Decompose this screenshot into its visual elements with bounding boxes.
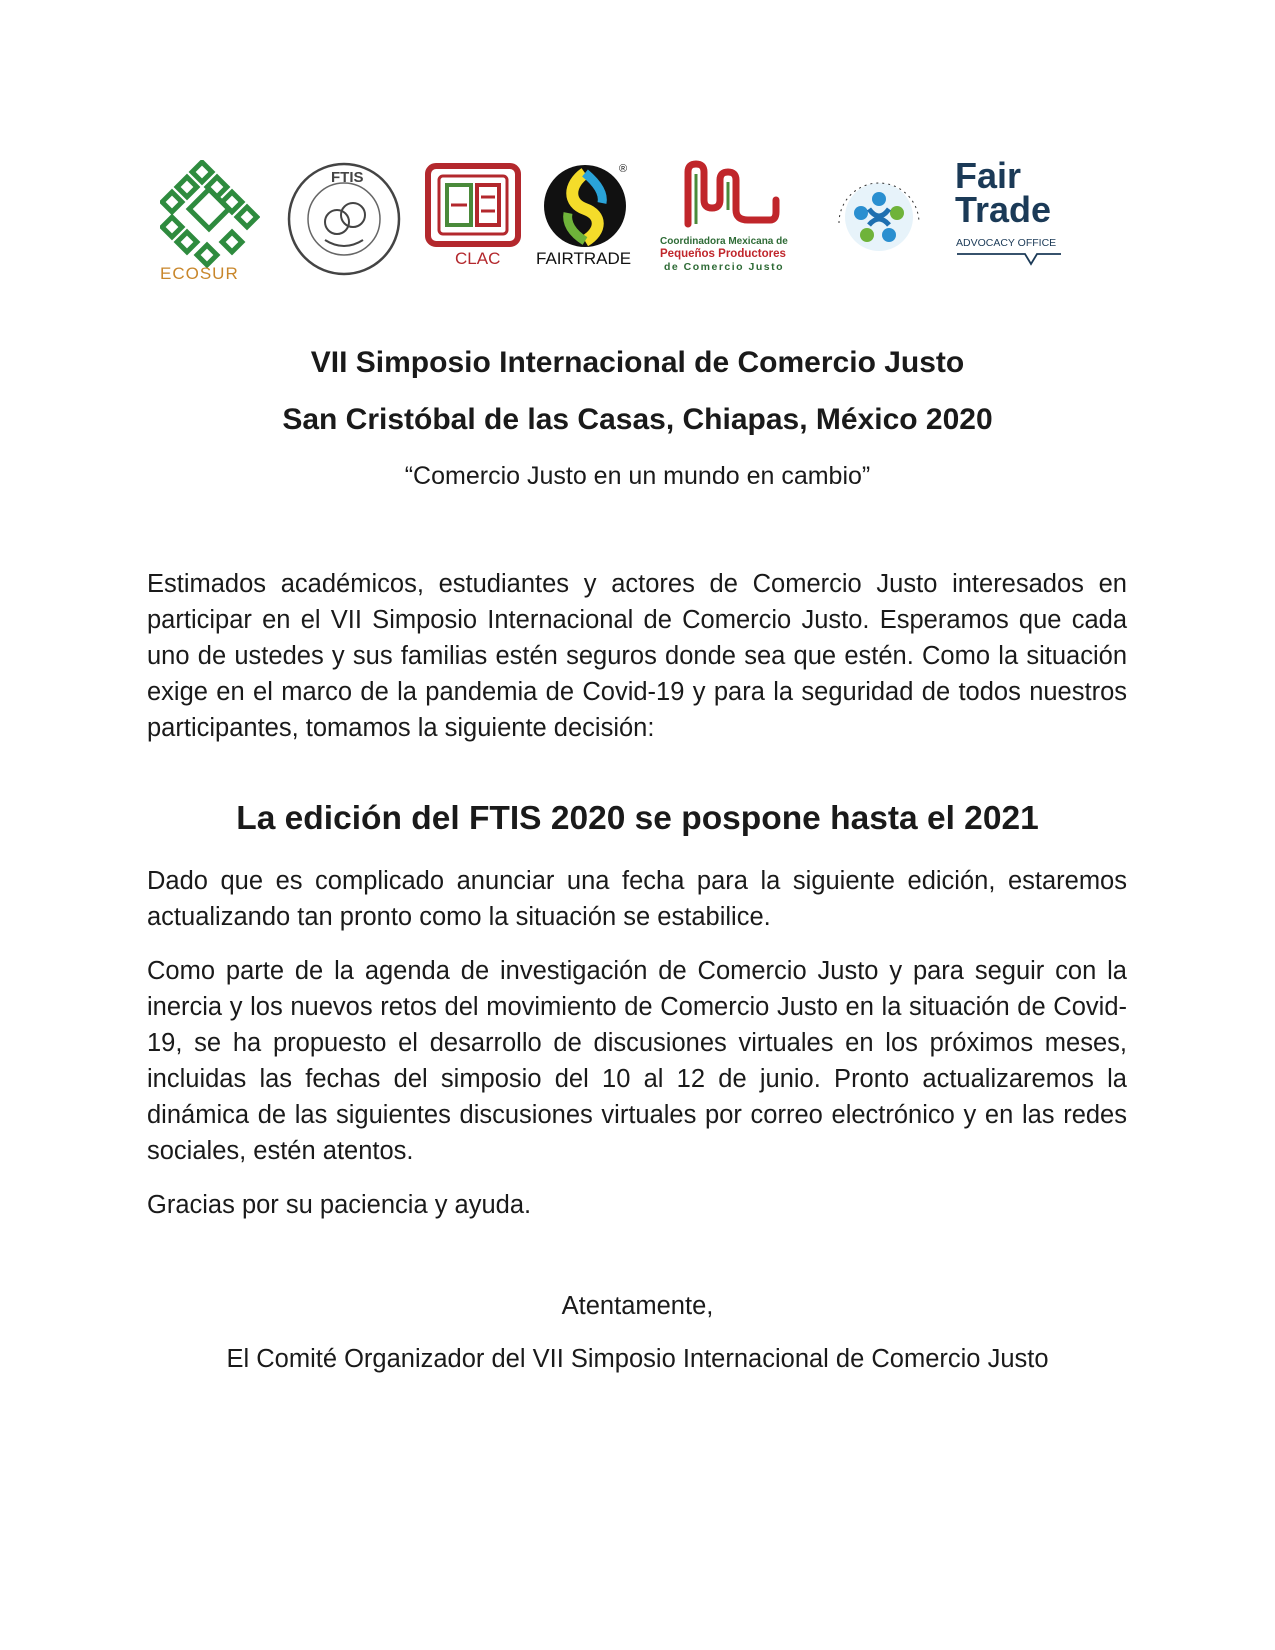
cmpp-logo [660,160,810,275]
ftao-speech-pointer-icon [955,250,1065,270]
date-update-paragraph: Dado que es complicado anunciar una fecha para la siguiente edición, estaremos actualizando tan pronto como la situación se estabilice. [147,867,1127,931]
clac-emblem-icon [425,163,523,247]
closing-salutation: Atentamente, [561,1292,714,1320]
closing-signature: El Comité Organizador del VII Simposio Internacional de Comercio Justo [226,1345,1049,1373]
ftao-line1: Fair [955,155,1022,196]
virtual-discussions-paragraph: Como parte de la agenda de investigación de Comercio Justo y para seguir con la inercia y los nuevos retos del movimiento de Comercio Justo en la situación de Covid-19, se ha propuesto el desarrollo de discusiones virtuales en los próximos meses, incluidas las fechas del simposio del 10 al 12 de junio. Pronto actualizaremos la dinámica de las siguientes discusiones virtuales por correo electrónico y en las redes sociales, estén atentos. [147,957,1127,1165]
fairtrade-logo [535,163,635,273]
fairtrade-caption: FAIRTRADE [536,249,632,268]
clac-caption: CLAC [455,249,501,268]
event-motto: “Comercio Justo en un mundo en cambio” [404,462,871,490]
ftis-logo [285,160,403,280]
event-location: San Cristóbal de las Casas, Chiapas, México 2020 [282,403,993,436]
ecosur-emblem-icon [160,160,260,268]
fairtrade-mark-icon [542,163,628,249]
postponement-headline: La edición del FTIS 2020 se pospone hasta el 2021 [236,800,1039,837]
wfto-emblem-icon [825,163,933,271]
ftao-tagline: ADVOCACY OFFICE [956,237,1057,249]
cmpp-caption-line1: Coordinadora Mexicana de [660,236,788,247]
fairtrade-registered-mark: ® [619,163,628,175]
ftao-logo [955,155,1065,273]
wfto-logo [825,163,935,273]
ftis-seal-icon [285,160,403,278]
logo-strip [0,0,1275,300]
cmpp-emblem-icon [680,160,780,232]
ecosur-logo [160,160,260,290]
ftis-seal-lettering: FTIS [331,169,364,186]
thanks-paragraph: Gracias por su paciencia y ayuda. [147,1191,532,1219]
clac-logo [425,163,525,273]
cmpp-caption-line3: de Comercio Justo [664,261,785,273]
intro-paragraph: Estimados académicos, estudiantes y actores de Comercio Justo interesados en participar en el VII Simposio Internacional de Comercio Justo. Esperamos que cada uno de ustedes y sus familias estén seguros donde sea que estén. Como la situación exige en el marco de la pandemia de Covid-19 y para la seguridad de todos nuestros participantes, tomamos la siguiente decisión: [147,570,1127,742]
page-title: VII Simposio Internacional de Comercio Justo [310,346,965,379]
cmpp-caption-line2: Pequeños Productores [660,248,786,260]
ecosur-caption: ECOSUR [160,264,239,283]
ftao-line2: Trade [955,189,1052,230]
